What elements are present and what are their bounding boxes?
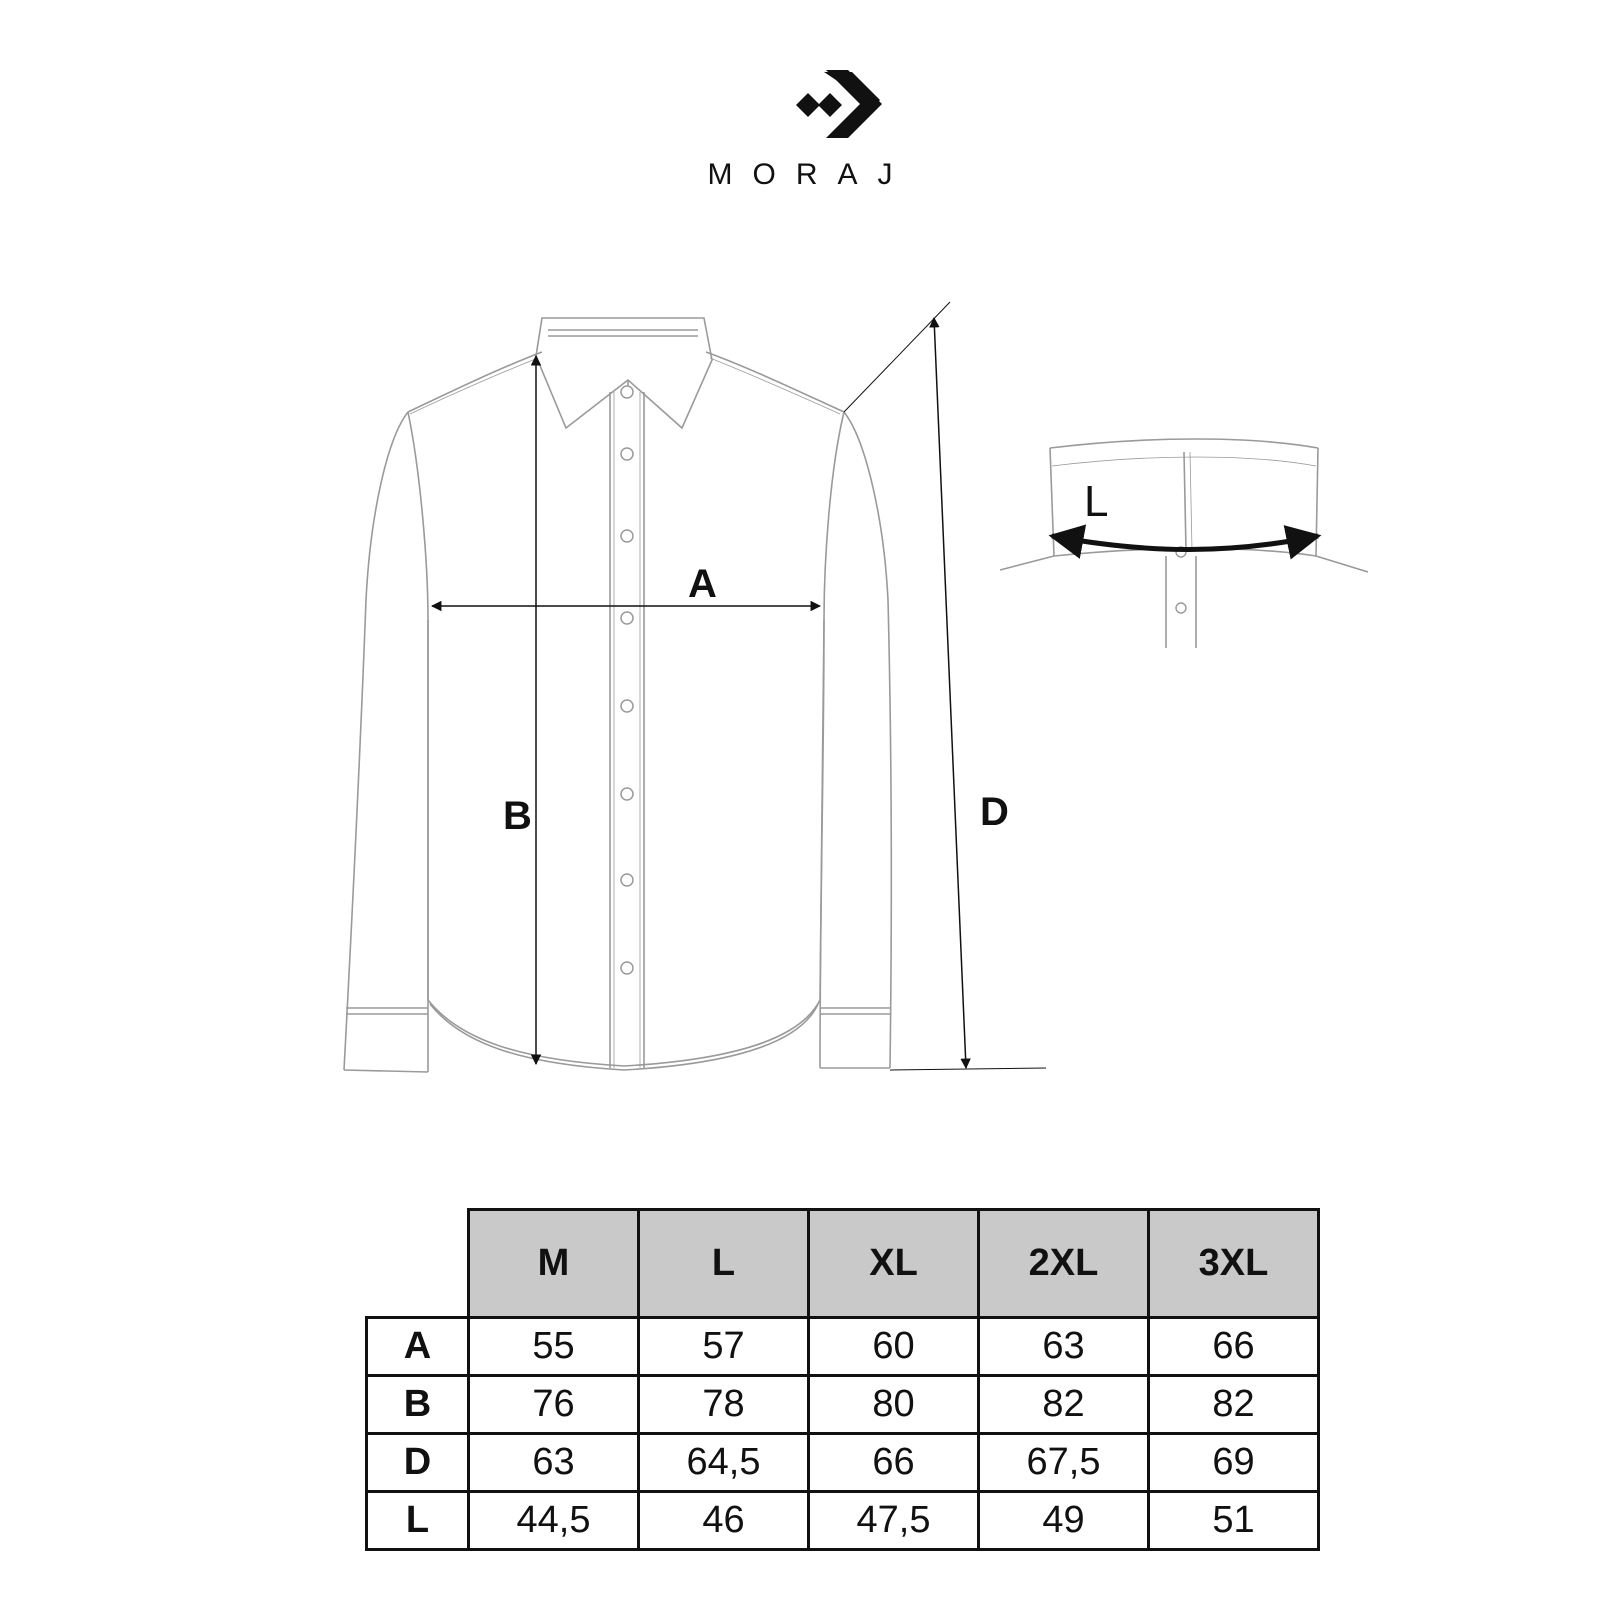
table-cell: 67,5 (979, 1434, 1149, 1492)
table-cell: 60 (809, 1318, 979, 1376)
table-cell: 57 (639, 1318, 809, 1376)
measure-line-d (934, 318, 966, 1068)
table-cell: 64,5 (639, 1434, 809, 1492)
table-cell: 44,5 (469, 1492, 639, 1550)
size-header-2xl: 2XL (979, 1210, 1149, 1318)
row-label-l: L (367, 1492, 469, 1550)
table-cell: 80 (809, 1376, 979, 1434)
table-cell: 46 (639, 1492, 809, 1550)
size-table-header-row (367, 1210, 1319, 1318)
size-table (365, 1208, 1320, 1551)
table-cell: 63 (469, 1434, 639, 1492)
moraj-arrow-logo-icon (796, 70, 882, 138)
measure-guide-d-bottom (890, 1068, 1046, 1070)
label-l: L (1084, 477, 1109, 526)
table-cell: 76 (469, 1376, 639, 1434)
table-cell: 66 (1149, 1318, 1319, 1376)
label-d: D (980, 790, 1009, 834)
table-cell: 47,5 (809, 1492, 979, 1550)
table-cell: 63 (979, 1318, 1149, 1376)
collar-detail (1000, 439, 1368, 648)
collar-buttons (1176, 547, 1186, 613)
table-cell: 78 (639, 1376, 809, 1434)
table-row (367, 1318, 1319, 1376)
row-label-a: A (367, 1318, 469, 1376)
table-cell: 55 (469, 1318, 639, 1376)
table-row (367, 1492, 1319, 1550)
size-header-l: L (639, 1210, 809, 1318)
row-label-d: D (367, 1434, 469, 1492)
size-header-xl: XL (809, 1210, 979, 1318)
table-cell: 69 (1149, 1434, 1319, 1492)
table-cell: 82 (979, 1376, 1149, 1434)
table-cell: 49 (979, 1492, 1149, 1550)
shirt-buttons (621, 386, 633, 974)
table-cell: 66 (809, 1434, 979, 1492)
size-header-3xl: 3XL (1149, 1210, 1319, 1318)
brand-name: MORAJ (707, 158, 913, 191)
table-row (367, 1434, 1319, 1492)
size-header-m: M (469, 1210, 639, 1318)
table-row (367, 1376, 1319, 1434)
label-b: B (503, 794, 532, 838)
table-cell: 51 (1149, 1492, 1319, 1550)
shirt-outline (344, 318, 891, 1072)
size-table-corner (367, 1210, 469, 1318)
measure-guide-d-top (844, 302, 950, 412)
label-a: A (688, 562, 717, 606)
row-label-b: B (367, 1376, 469, 1434)
table-cell: 82 (1149, 1376, 1319, 1434)
